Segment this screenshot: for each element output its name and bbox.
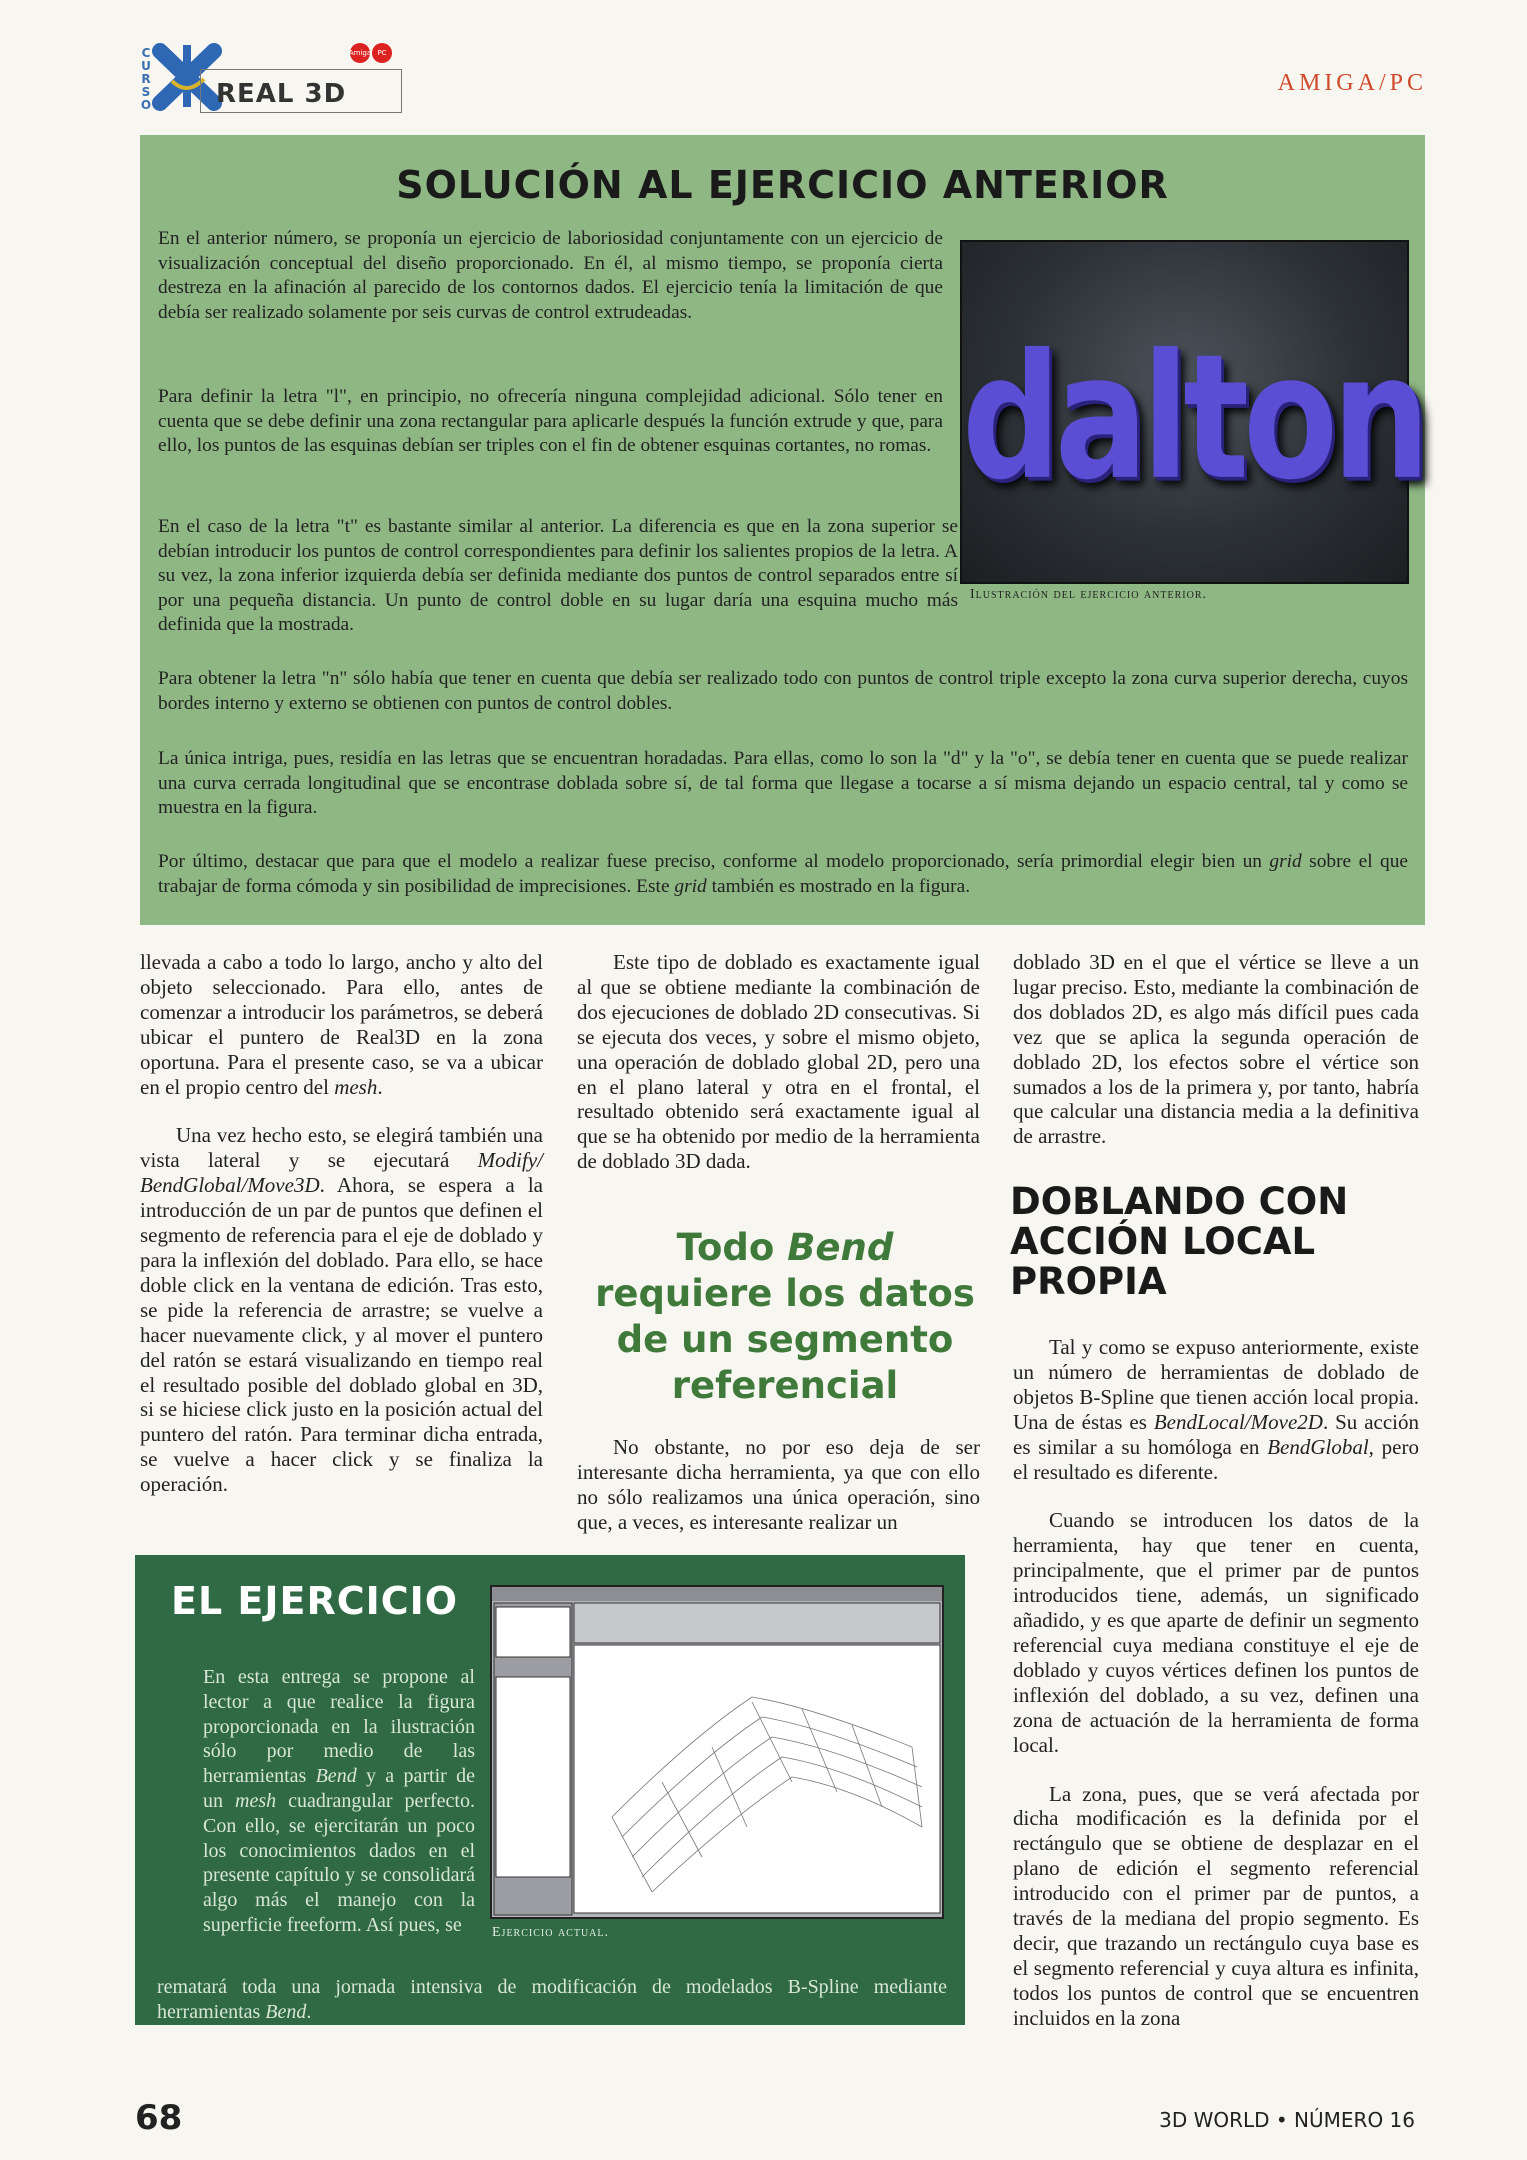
column-1: [140, 950, 543, 1497]
solution-paragraph-2: Para definir la letra "l", en principio, no ofrecería ninguna complejidad adicional. Sólo tener en cuenta que se debe definir una zona rectangular para aplicarle después la función extrude y que, para ello, los puntos de las esquinas debían ser triples con el fin de obtener esquinas cortantes, no romas.: [158, 386, 943, 456]
col3-paragraph-3: Cuando se introducen los datos de la herramienta, hay que tener en cuenta, principalmente, que el primer par de puntos introducidos tiene, además, un significado añadido, y es que aparte de definir un segmento referencial cuya mediana constituye el eje de doblado y cuyos vértices definen los puntos de inflexión del doblado, a su vez, definen una zona de actuación de la herramienta de forma local.: [1013, 1508, 1419, 1757]
section-tag: AMIGA/PC: [1277, 70, 1427, 96]
solution-paragraph-5: La única intriga, pues, residía en las letras que se encuentran horadadas. Para ellas, como lo son la "d" y la "o", se debía tener en cuenta que se puede realizar una curva cerrada longitudinal que se encontrase doblada sobre sí, de tal forma que llegase a tocarse a sí misma dejando un espacio central, tal y como se muestra en la figura.: [158, 748, 1408, 818]
pull-quote: Todo Bend requiere los datos de un segmento referencial: [595, 1226, 975, 1407]
col3-paragraph-2: Tal y como se expuso anteriormente, existe un número de herramientas de doblado de objetos B-Spline que tienen acción local propia. Una de éstas es BendLocal/Move2D. Su acción es similar a su homóloga en BendGlobal, pero el resultado es diferente.: [1013, 1335, 1420, 1484]
magazine-footer: 3D WORLD • NÚMERO 16: [1159, 2108, 1415, 2132]
column-3-continued: [1013, 1335, 1419, 2031]
exercise-text-full-width: rematará toda una jornada intensiva de modificación de modelados B-Spline mediante herramientas Bend.: [157, 1976, 947, 2023]
section-heading: DOBLANDO CON ACCIÓN LOCAL PROPIA: [1010, 1180, 1349, 1303]
dalton-word: dalton: [962, 316, 1425, 519]
logo-title: REAL 3D: [216, 79, 347, 109]
exercise-title: EL EJERCICIO: [171, 1579, 459, 1623]
solution-paragraph-4: Para obtener la letra "n" sólo había que tener en cuenta que debía ser realizado todo con puntos de control triple excepto la zona curva superior derecha, cuyos bordes interno y externo se obtienen con puntos de control dobles.: [158, 668, 1408, 714]
solution-image-caption: Ilustración del ejercicio anterior.: [970, 587, 1207, 602]
solution-box: [140, 135, 1425, 925]
solution-title: SOLUCIÓN AL EJERCICIO ANTERIOR: [396, 163, 1169, 207]
column-3: [1013, 950, 1419, 1149]
solution-paragraph-1: En el anterior número, se proponía un ejercicio de laboriosidad conjuntamente con un ejercicio de visualización conceptual del diseño proporcionado. En él, al mismo tiempo, se proponía cierta destreza en la afinación al parecido de los contornos dados. El ejercicio tenía la limitación de que debía ser realizado solamente por seis curvas de control extrudeadas.: [158, 228, 943, 323]
col1-paragraph-2: Una vez hecho esto, se elegirá también una vista lateral y se ejecutará Modify/ BendGlobal/Move3D. Ahora, se espera a la introducción de un par de puntos que definen el segmento de referencia para el eje de doblado y para la inflexión del doblado. Para ello, se hace doble click en la ventana de edición. Tras esto, se pide la referencia de arrastre; se vuelve a hacer nuevamente click, y al mover el puntero del ratón se estará visualizando en tiempo real el resultado posible del doblado global en 3D, si se hiciese click justo en la posición actual del puntero del ratón. Para terminar dicha entrada, se vuelve a hacer click y se finaliza la operación.: [140, 1123, 543, 1497]
wireframe-surface-icon: [492, 1587, 942, 1917]
solution-paragraph-3: En el caso de la letra "t" es bastante similar al anterior. La diferencia es que en la zona superior se debían introducir los puntos de control correspondientes para definir los salientes propios de la letra. A su vez, la zona inferior izquierda debía ser definida mediante dos puntos de control separados entre sí por una pequeña distancia. Un punto de control doble en su lugar daría una esquina mucho más definida que la mostrada.: [158, 516, 958, 635]
col3-paragraph-4: La zona, pues, que se verá afectada por dicha modificación es la definida por el rectángulo que se obtiene de desplazar en el plano de edición el segmento referencial introducido con el primer par de puntos, a través de la mediana del propio segmento. Es decir, que trazando un rectángulo cuya base es el segmento referencial y cuya altura es infinita, todos los puntos de control que se encuentren incluidos en la zona: [1013, 1781, 1419, 2030]
col3-paragraph-1: doblado 3D en el que el vértice se lleve a un lugar preciso. Esto, mediante la combinación de dos doblados 2D, es algo más difícil pues cada vez que se aplica la segunda operación de doblado 2D, los efectos sobre el vértice son sumados a los de la primera y, por tanto, habría que calcular una distancia media a la definitiva de arrastre.: [1013, 950, 1419, 1149]
badge-amiga: Amiga: [350, 43, 370, 63]
column-2-continued: [577, 1435, 980, 1535]
col1-paragraph-1: llevada a cabo a todo lo largo, ancho y alto del objeto seleccionado. Para ello, antes de comenzar a introducir los parámetros, se deberá ubicar el puntero de Real3D en la zona oportuna. Para el presente caso, se va a ubicar en el propio centro del mesh.: [140, 950, 543, 1099]
dalton-illustration: [960, 240, 1425, 584]
exercise-text: En esta entrega se propone al lector a que realice la figura proporcionada en la ilustración sólo por medio de las herramientas Bend y a partir de un mesh cuadrangular perfecto. Con ello, se ejercitarán un poco los conocimientos dados en el presente capítulo y se consolidará algo más el manejo con la superficie freeform. Así pues, se: [203, 1666, 475, 1936]
exercise-box: [135, 1555, 965, 2025]
col2-paragraph-2: No obstante, no por eso deja de ser interesante dicha herramienta, ya que con ello no sólo realizamos una única operación, sino que, a veces, es interesante realizar un: [577, 1435, 980, 1534]
exercise-caption: Ejercicio actual.: [492, 1925, 609, 1940]
exercise-screenshot: [490, 1585, 944, 1919]
badge-pc: PC: [372, 43, 392, 63]
column-2: [577, 950, 980, 1174]
platform-badge: [350, 43, 392, 63]
course-logo: [140, 35, 400, 115]
col2-paragraph-1: Este tipo de doblado es exactamente igual al que se obtiene mediante la combinación de dos ejecuciones de doblado 2D consecutivas. Si se ejecuta dos veces, y sobre el mismo objeto, una operación de doblado global 2D, pero una en el plano lateral y otra en el frontal, el resultado obtenido será exactamente igual al que se ha obtenido por medio de la herramienta de doblado 3D dada.: [577, 950, 980, 1174]
solution-paragraph-6: Por último, destacar que para que el modelo a realizar fuese preciso, conforme al modelo proporcionado, sería primordial elegir bien un grid sobre el que trabajar de forma cómoda y sin posibilidad de imprecisiones. Este grid también es mostrado en la figura.: [158, 851, 1408, 897]
page-number: 68: [135, 2098, 183, 2138]
logo-curso-label: CURSO: [140, 46, 152, 112]
